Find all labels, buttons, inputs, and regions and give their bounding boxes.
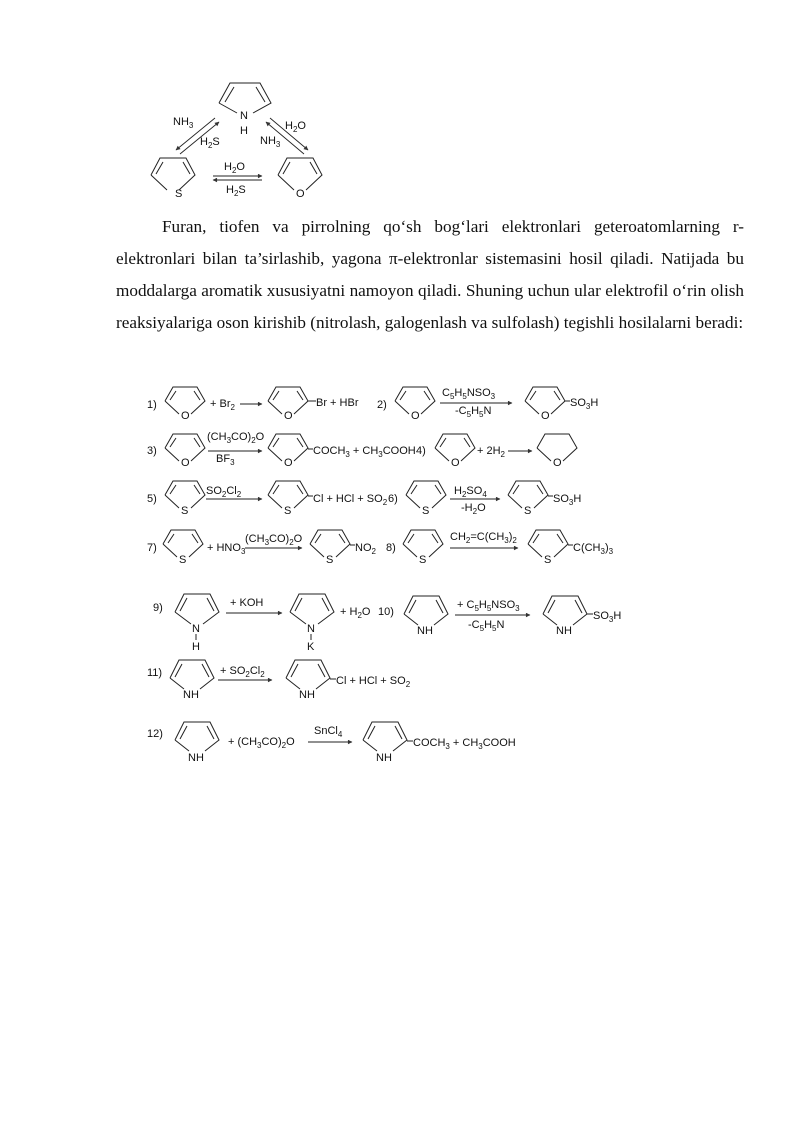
k-label: K [307,641,315,653]
reaction-8 [386,530,614,566]
reaction-12 [147,722,516,764]
left-top-reagent: $NH_3$ [173,116,194,130]
nh-label: NH [417,625,433,637]
reagent: + $2H_2$ [477,445,505,459]
furan-o-label: O [296,188,305,200]
bottom-reagent: $-C_5H_5N$ [455,405,492,419]
reaction-number: 4) [416,445,426,457]
s-label: S [544,554,552,566]
paragraph-text: Furan, tiofen va pirrolning qo‘sh bog‘lari elektronlari geteroatomlarning r-elektronlari bilan ta’sirlashib, yagona π-elektronlar sistemasini hosil qiladi. Natijada bu moddalarga aromatik xususiyatni namoyon qiladi. Shuning uchun ular elektrofil o‘rin olish reaksiyalariga oson kirishib (nitrolash, galogenlash va sulfolash) tegishli hosilalarni beradi: [116,217,744,332]
reaction-number: 1) [147,399,157,411]
reaction-3 [147,431,416,469]
top-reagent: + KOH [230,597,264,609]
right-top-reagent: $H_2O$ [285,120,306,134]
n-label: N [192,623,200,635]
top-reagent: $CH_2=C(CH_3)_2$ [450,531,517,545]
reaction-number: 10) [378,606,394,618]
o-label: O [284,457,293,469]
s-label: S [181,505,189,517]
o-label: O [181,457,190,469]
reaction-1 [147,387,359,422]
o-label: O [284,410,293,422]
reagent: + $(CH_3CO)_2O$ [228,736,295,750]
reaction-4 [416,434,577,469]
o-label: O [181,410,190,422]
product: Cl + HCl + $SO_2$ [336,675,411,689]
pyrrole-ring [219,83,271,113]
s-label: S [422,505,430,517]
reaction-number: 11) [147,667,163,679]
body-paragraph [116,211,744,339]
product: $COCH_3$ + $CH_3COOH$ [413,737,516,751]
reaction-number: 2) [377,399,387,411]
nh-label: NH [188,752,204,764]
product: $COCH_3$ + $CH_3COOH$ [313,445,416,459]
product: $C(CH_3)_3$ [573,542,614,556]
o-label: O [541,410,550,422]
top-reagent: $(CH_3CO)_2O$ [207,431,265,445]
pyrrole-n-label: N [240,110,248,122]
product: $SO_3H$ [593,610,622,624]
s-label: S [284,505,292,517]
thiophene-ring [151,158,195,190]
reaction-number: 9) [153,602,163,614]
nh-label: NH [556,625,572,637]
right-bottom-reagent: $NH_3$ [260,135,281,149]
reaction-number: 3) [147,445,157,457]
product: $NO_2$ [355,542,376,556]
top-reagent: $(CH_3CO)_2O$ [245,533,303,547]
reaction-number: 5) [147,493,157,505]
top-reagent: + $SO_2Cl_2$ [220,665,265,679]
reagent: + $HNO_3$ [207,542,246,556]
product: Br + HBr [316,397,359,409]
reaction-number: 7) [147,542,157,554]
top-reagent: $C_5H_5NSO_3$ [442,387,496,401]
h-label: H [192,641,200,653]
reaction-number: 6) [388,493,398,505]
top-reagent: + $C_5H_5NSO_3$ [457,599,520,613]
reagent: + $Br_2$ [210,398,235,412]
n-label: N [307,623,315,635]
reaction-2 [377,387,598,422]
reaction-9 [153,594,371,653]
furan-ring [278,158,322,190]
o-label: O [553,457,562,469]
bottom-reagent: $-H_2O$ [461,502,486,516]
bottom-reagent: $BF_3$ [216,453,235,467]
reaction-7 [147,530,377,566]
s-label: S [524,505,532,517]
bottom-bottom-reagent: $H_2S$ [226,184,246,198]
o-label: O [451,457,460,469]
s-label: S [326,554,334,566]
nh-label: NH [183,689,199,701]
product: $SO_3H$ [553,493,582,507]
top-reagent: $H_2SO_4$ [454,485,487,499]
top-interconversion-scheme [151,83,322,200]
product: + $H_2O$ [340,606,371,620]
reaction-number: 12) [147,728,163,740]
thiophene-s-label: S [175,188,183,200]
bottom-reagent: $-C_5H_5N$ [468,619,505,633]
product: Cl + HCl + $SO_2$ [313,493,388,507]
reaction-6 [388,481,581,517]
s-label: S [179,554,187,566]
bottom-top-reagent: $H_2O$ [224,161,245,175]
nh-label: NH [299,689,315,701]
s-label: S [419,554,427,566]
product: $SO_3H$ [570,397,599,411]
top-reagent: SnCl$_4$ [314,725,343,739]
o-label: O [411,410,420,422]
reaction-10 [378,596,621,637]
reaction-11 [147,660,411,701]
reaction-5 [147,481,388,517]
reaction-number: 8) [386,542,396,554]
nh-label: NH [376,752,392,764]
left-bottom-reagent: $H_2S$ [200,136,220,150]
pyrrole-h-label: H [240,125,248,137]
top-reagent: $SO_2Cl_2$ [206,485,242,499]
